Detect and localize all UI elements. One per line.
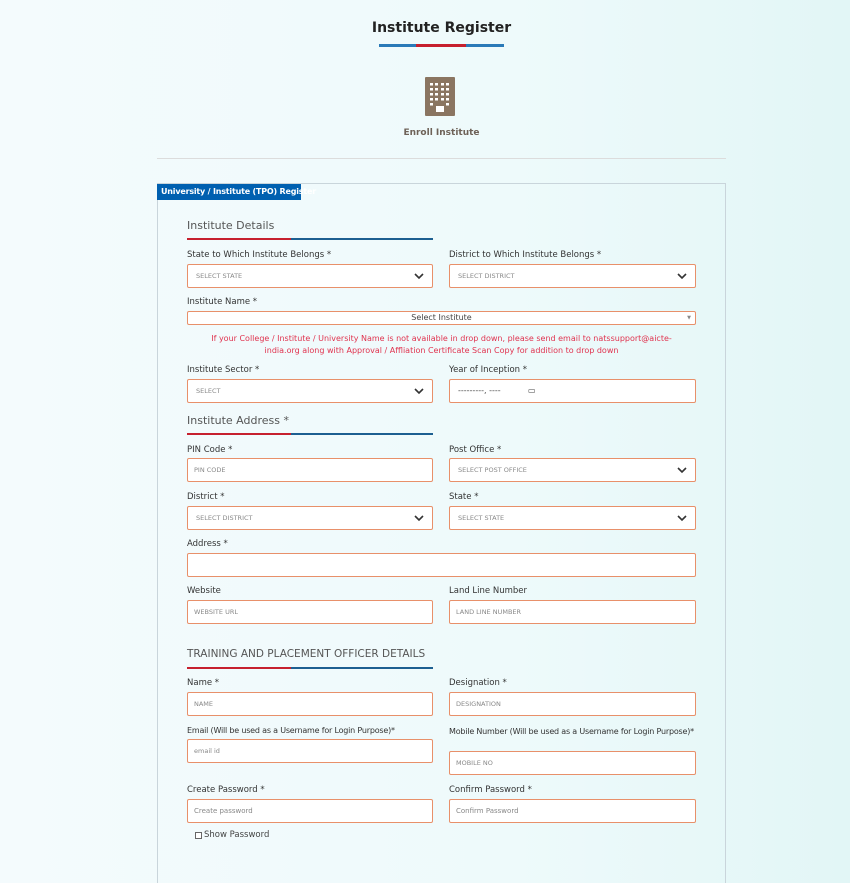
name-input[interactable] [187,692,433,716]
email-input[interactable] [187,739,433,763]
section-underline [187,238,433,240]
mobile-label: Mobile Number (Will be used as a Username for Login Purpose)* [449,727,694,736]
name-label: Name * [187,678,220,688]
chevron-down-icon [677,271,687,281]
addr-district-label: District * [187,492,225,502]
pin-placeholder: PIN CODE [194,466,226,474]
name-placeholder: NAME [194,700,214,708]
landline-input[interactable] [449,600,696,624]
mobile-input[interactable] [449,751,696,775]
institute-name-value: Select Institute [411,313,472,322]
section-underline [187,433,433,435]
title-underline [379,44,416,47]
year-input[interactable] [449,379,696,403]
state-label: State to Which Institute Belongs * [187,250,332,260]
address-input[interactable] [187,553,696,577]
sector-select[interactable] [187,379,433,403]
confirm-password-input[interactable] [449,799,696,823]
enroll-institute-label: Enroll Institute [403,128,480,138]
designation-label: Designation * [449,678,507,688]
show-password-label: Show Password [204,830,270,840]
title-underline [466,44,504,47]
email-placeholder: email id [194,747,220,755]
state-select[interactable] [187,264,433,288]
password-label: Create Password * [187,785,265,795]
confirm-password-placeholder: Confirm Password [456,807,519,815]
building-icon [425,77,455,116]
addr-district-select[interactable] [187,506,433,530]
form-fieldset [157,183,726,883]
confirm-password-label: Confirm Password * [449,785,532,795]
chevron-down-icon [414,386,424,396]
title-underline [416,44,466,47]
pin-label: PIN Code * [187,445,233,455]
show-password-toggle[interactable] [195,830,269,840]
website-input[interactable] [187,600,433,624]
sector-select-value: SELECT [196,387,221,395]
form-legend: University / Institute (TPO) Register [157,184,301,200]
calendar-icon[interactable]: ▭ [528,386,536,395]
addr-district-value: SELECT DISTRICT [196,514,253,522]
mobile-placeholder: MOBILE NO [456,759,493,767]
chevron-down-icon [677,465,687,475]
district-select-value: SELECT DISTRICT [458,272,515,280]
institute-note-line2: india.org along with Approval / Affliation Certificate Scan Copy for addition to drop down [264,346,619,355]
designation-placeholder: DESIGNATION [456,700,501,708]
website-label: Website [187,586,221,596]
chevron-down-icon [677,513,687,523]
post-office-label: Post Office * [449,445,502,455]
landline-label: Land Line Number [449,586,527,596]
section-institute-address: Institute Address * [187,414,289,427]
landline-placeholder: LAND LINE NUMBER [456,608,522,616]
district-label: District to Which Institute Belongs * [449,250,602,260]
year-value: ---------, ---- [458,386,501,395]
sector-label: Institute Sector * [187,365,260,375]
institute-name-select[interactable] [187,311,696,325]
chevron-down-icon [414,271,424,281]
website-placeholder: WEBSITE URL [194,608,238,616]
post-office-value: SELECT POST OFFICE [458,466,527,474]
section-institute-details: Institute Details [187,219,275,232]
show-password-checkbox[interactable] [195,832,202,839]
pin-input[interactable] [187,458,433,482]
section-underline [187,667,433,669]
designation-input[interactable] [449,692,696,716]
institute-name-label: Institute Name * [187,297,258,307]
email-label: Email (Will be used as a Username for Login Purpose)* [187,726,395,735]
institute-note-line1: If your College / Institute / University Name is not available in drop down, please send email to natssupport@aicte- [211,334,672,343]
page-title: Institute Register [371,20,512,36]
chevron-down-icon [414,513,424,523]
divider [157,158,726,159]
addr-state-select[interactable] [449,506,696,530]
addr-state-value: SELECT STATE [458,514,505,522]
password-placeholder: Create password [194,807,253,815]
district-select[interactable] [449,264,696,288]
caret-down-icon: ▼ [687,315,691,321]
addr-state-label: State * [449,492,479,502]
post-office-select[interactable] [449,458,696,482]
state-select-value: SELECT STATE [196,272,243,280]
address-label: Address * [187,539,228,549]
year-label: Year of Inception * [449,365,528,375]
password-input[interactable] [187,799,433,823]
section-tpo-details: TRAINING AND PLACEMENT OFFICER DETAILS [187,648,426,660]
